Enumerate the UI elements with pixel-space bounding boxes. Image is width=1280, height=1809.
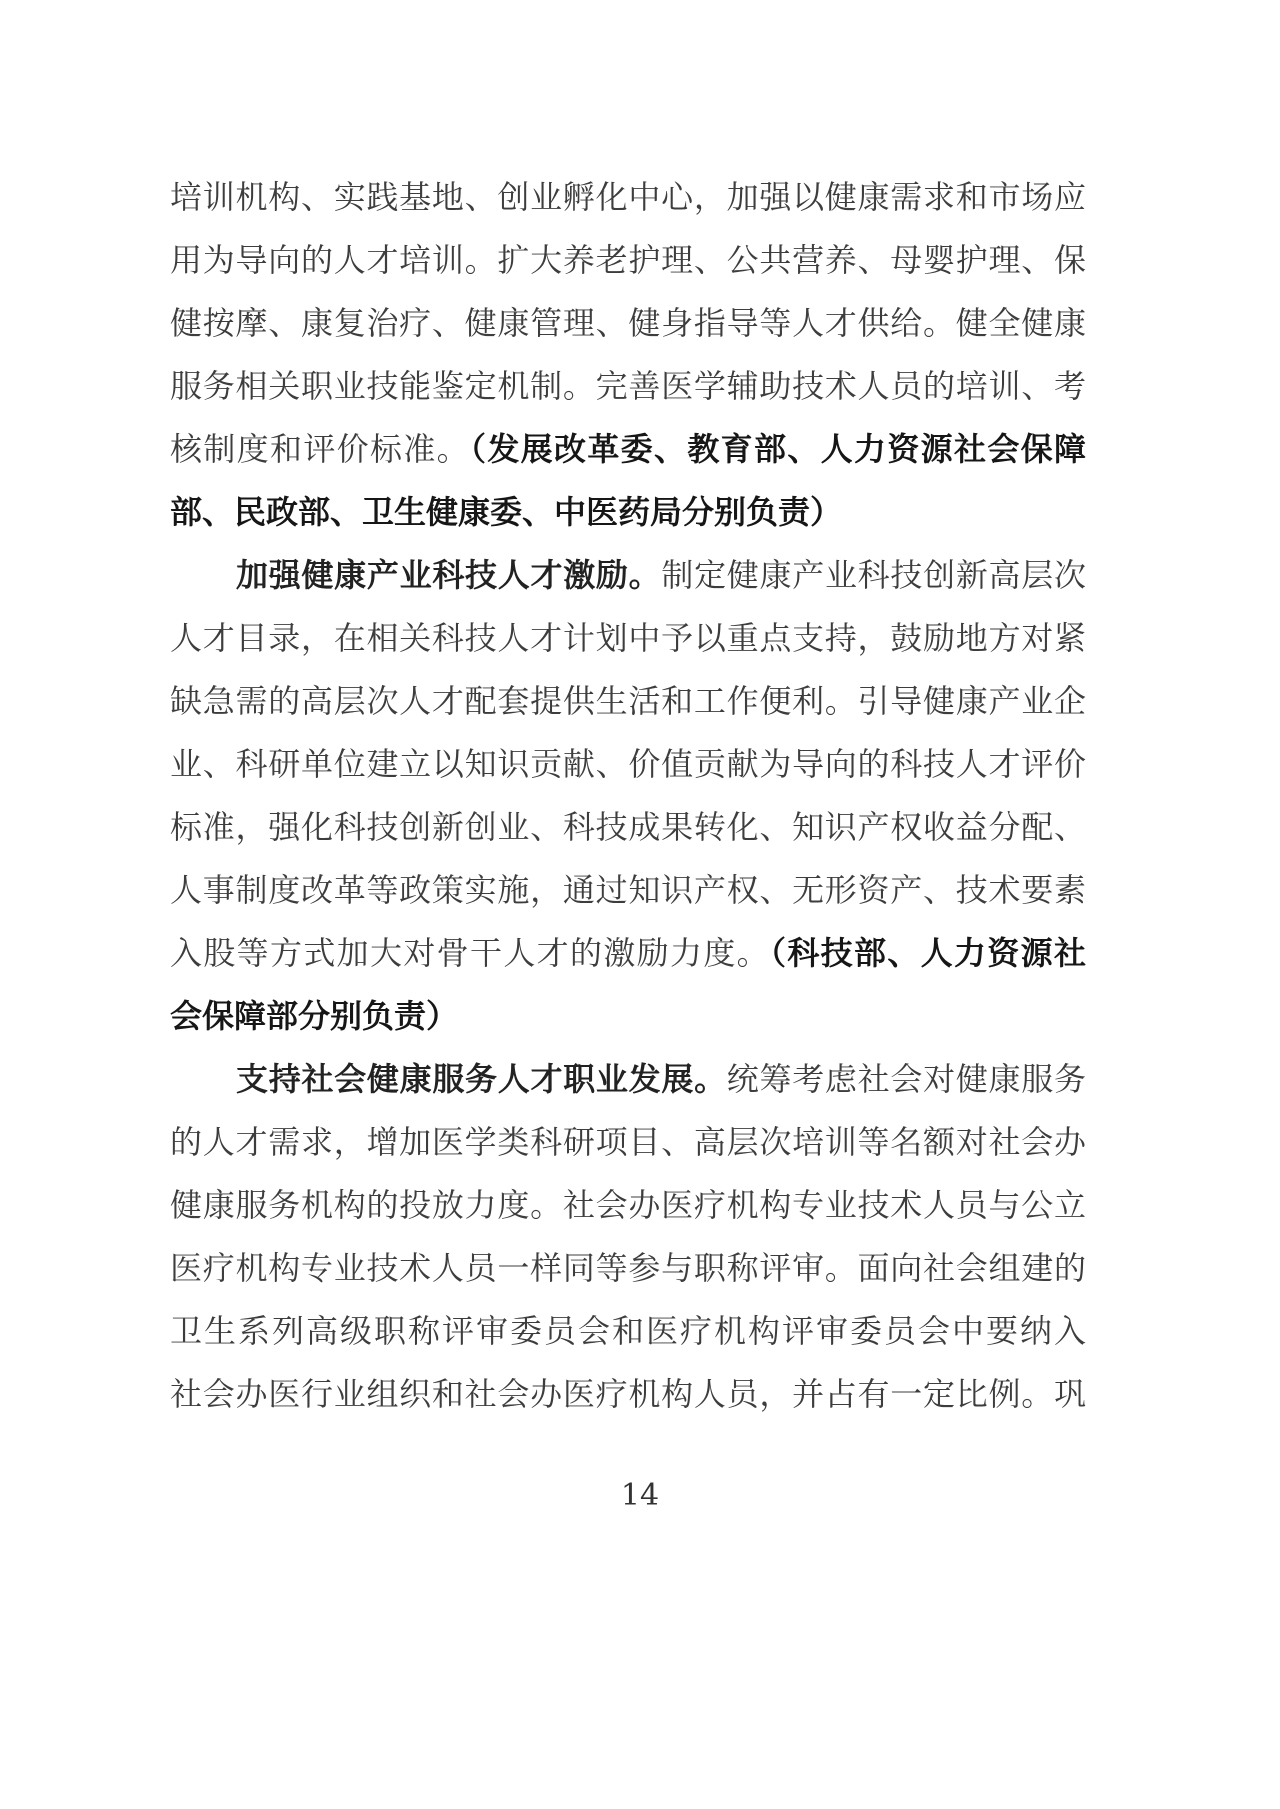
body-text-run: 人才目录，在相关科技人才计划中予以重点支持，鼓励地方对紧: [170, 619, 1086, 657]
text-line: [170, 355, 1086, 418]
text-line: [170, 1174, 1086, 1237]
body-text-run: 培训机构、实践基地、创业孵化中心，加强以健康需求和市场应: [170, 178, 1086, 216]
text-line: [170, 166, 1086, 229]
text-line: [170, 985, 1086, 1048]
text-line: [170, 1300, 1086, 1363]
body-text-run: 医疗机构专业技术人员一样同等参与职称评审。面向社会组建的: [170, 1249, 1086, 1287]
body-text-run: 核制度和评价标准。: [170, 430, 470, 468]
text-line: [170, 1048, 1086, 1111]
body-text-run: 统筹考虑社会对健康服务: [726, 1060, 1086, 1098]
body-text-run: 业、科研单位建立以知识贡献、价值贡献为导向的科技人才评价: [170, 745, 1086, 783]
body-text-run: 健康服务机构的投放力度。社会办医疗机构专业技术人员与公立: [170, 1186, 1086, 1224]
text-line: [170, 1111, 1086, 1174]
text-line: [170, 796, 1086, 859]
body-text-run: 用为导向的人才培训。扩大养老护理、公共营养、母婴护理、保: [170, 241, 1086, 279]
text-line: [170, 859, 1086, 922]
bold-text-run: 部、民政部、卫生健康委、中医药局分别负责）: [170, 493, 843, 531]
text-line: [170, 418, 1086, 481]
text-line: [170, 922, 1086, 985]
text-line: [170, 229, 1086, 292]
body-text-run: 缺急需的高层次人才配套提供生活和工作便利。引导健康产业企: [170, 682, 1086, 720]
text-line: [170, 1237, 1086, 1300]
body-text-run: 制定健康产业科技创新高层次: [661, 556, 1086, 594]
body-text: [170, 166, 1086, 1426]
text-line: [170, 1363, 1086, 1426]
text-line: [170, 292, 1086, 355]
bold-text-run: （发展改革委、教育部、人力资源社会保障: [470, 430, 1086, 468]
body-text-run: 社会办医行业组织和社会办医疗机构人员，并占有一定比例。巩: [170, 1375, 1086, 1413]
bold-text-run: （科技部、人力资源社: [769, 934, 1086, 972]
body-text-run: 人事制度改革等政策实施，通过知识产权、无形资产、技术要素: [170, 871, 1086, 909]
body-text-run: 卫生系列高级职称评审委员会和医疗机构评审委员会中要纳入: [170, 1312, 1086, 1350]
text-line: [170, 544, 1086, 607]
body-text-run: 的人才需求，增加医学类科研项目、高层次培训等名额对社会办: [170, 1123, 1086, 1161]
text-line: [170, 481, 1086, 544]
bold-text-run: 会保障部分别负责）: [170, 997, 459, 1035]
body-text-run: 入股等方式加大对骨干人才的激励力度。: [170, 934, 770, 972]
text-line: [170, 607, 1086, 670]
page-number: 14: [620, 1478, 660, 1513]
text-line: [170, 733, 1086, 796]
body-text-run: 健按摩、康复治疗、健康管理、健身指导等人才供给。健全健康: [170, 304, 1086, 342]
body-text-run: 标准，强化科技创新创业、科技成果转化、知识产权收益分配、: [170, 808, 1086, 846]
body-text-run: 服务相关职业技能鉴定机制。完善医学辅助技术人员的培训、考: [170, 367, 1086, 405]
bold-text-run: 支持社会健康服务人才职业发展。: [236, 1060, 727, 1098]
text-line: [170, 670, 1086, 733]
bold-text-run: 加强健康产业科技人才激励。: [236, 556, 662, 594]
